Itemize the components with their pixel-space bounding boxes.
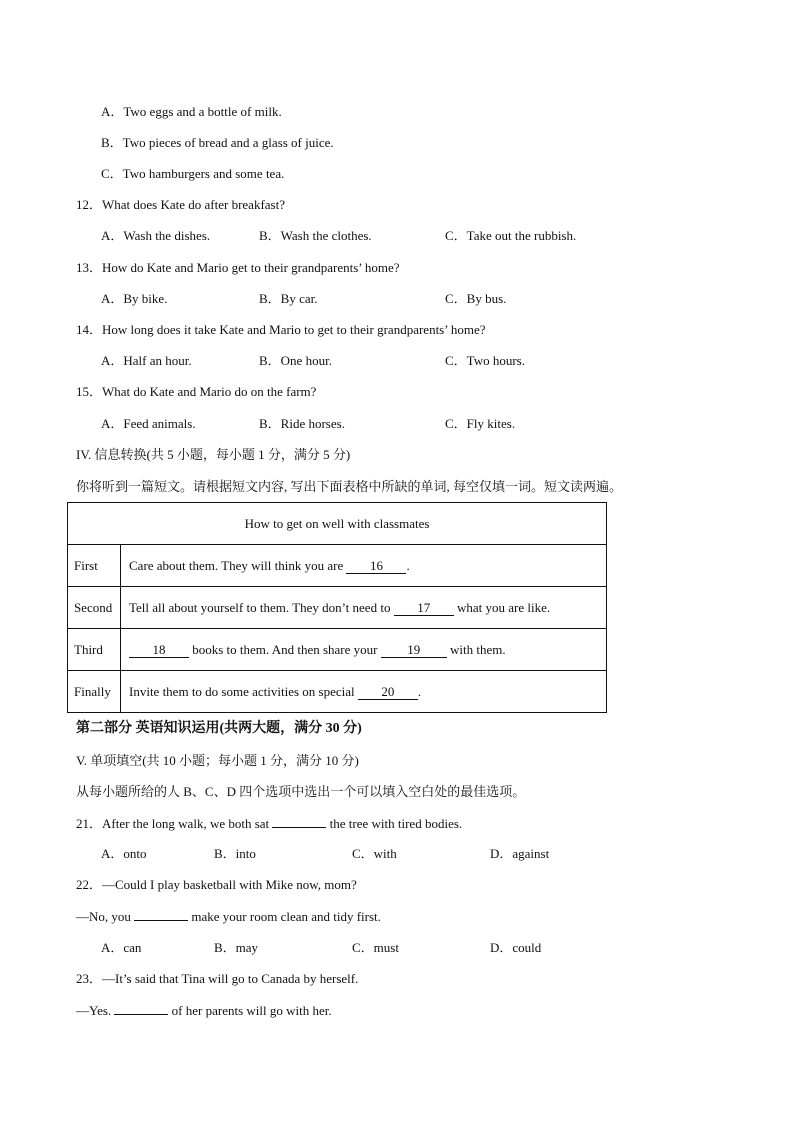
blank-16: 16 xyxy=(346,559,406,574)
table-header: How to get on well with classmates xyxy=(68,503,607,545)
q21-option-a: A．onto xyxy=(101,846,147,861)
info-table xyxy=(67,502,607,713)
row-content xyxy=(121,587,607,629)
row-text: . xyxy=(406,557,410,573)
table-row xyxy=(68,545,607,587)
row-text: Invite them to do some activities on special xyxy=(129,683,358,699)
q15-option-c: C．Fly kites. xyxy=(445,416,516,431)
row-text: with them. xyxy=(446,641,506,657)
row-label: Third xyxy=(68,629,121,671)
blank-18: 18 xyxy=(129,643,189,658)
row-label: First xyxy=(68,545,121,587)
table-row xyxy=(68,629,607,671)
blank-19: 19 xyxy=(381,643,447,658)
q15-stem: 15．What do Kate and Mario do on the farm? xyxy=(76,384,317,399)
row-content xyxy=(121,629,607,671)
q12-option-c: C．Take out the rubbish. xyxy=(445,228,577,243)
q12-option-a: A．Wash the dishes. xyxy=(101,228,211,243)
row-text: what you are like. xyxy=(453,599,551,615)
q23-reply xyxy=(76,1002,332,1019)
part2-title: 第二部分 英语知识运用(共两大题，满分 30 分) xyxy=(76,721,362,736)
row-content xyxy=(121,671,607,713)
section5-instruction: 从每小题所给的人 B、C、D 四个选项中选出一个可以填入空白处的最佳选项。 xyxy=(76,784,526,799)
q15-option-b: B．Ride horses. xyxy=(259,416,345,431)
q14-option-b: B．One hour. xyxy=(259,353,332,368)
q22-text: make your room clean and tidy first. xyxy=(188,909,381,924)
q22-reply xyxy=(76,908,381,925)
q21-option-d: D．against xyxy=(490,846,550,861)
q21-option-b: B．into xyxy=(214,846,256,861)
row-text: . xyxy=(417,683,422,699)
blank-17: 17 xyxy=(394,601,454,616)
q23-text: —Yes. xyxy=(76,1003,115,1018)
q21-option-c: C．with xyxy=(352,846,397,861)
q13-option-b: B．By car. xyxy=(259,291,318,306)
answer-blank xyxy=(134,908,188,921)
q22-option-d: D．could xyxy=(490,940,542,955)
q22-option-c: C．must xyxy=(352,940,399,955)
table-row xyxy=(68,671,607,713)
q11-option-a: A．Two eggs and a bottle of milk. xyxy=(101,104,282,119)
q21-stem xyxy=(76,815,462,832)
row-content xyxy=(121,545,607,587)
q13-stem: 13．How do Kate and Mario get to their grandparents’ home? xyxy=(76,260,400,275)
q22-text: —No, you xyxy=(76,909,135,924)
q21-text: 21．After the long walk, we both sat xyxy=(76,816,273,831)
blank-20: 20 xyxy=(358,685,418,700)
section4-title: IV. 信息转换(共 5 小题，每小题 1 分，满分 5 分) xyxy=(76,447,351,462)
answer-blank xyxy=(272,815,326,828)
row-text: books to them. And then share your xyxy=(189,641,381,657)
q15-option-a: A．Feed animals. xyxy=(101,416,196,431)
q13-option-c: C．By bus. xyxy=(445,291,507,306)
row-text: Care about them. They will think you are xyxy=(129,557,347,573)
q11-option-c: C．Two hamburgers and some tea. xyxy=(101,166,285,181)
q23-stem: 23．—It’s said that Tina will go to Canada by herself. xyxy=(76,971,359,986)
q21-text: the tree with tired bodies. xyxy=(326,816,463,831)
q11-option-b: B．Two pieces of bread and a glass of juice. xyxy=(101,135,334,150)
section4-instruction: 你将听到一篇短文。请根据短文内容, 写出下面表格中所缺的单词, 每空仅填一词。短文读两遍。 xyxy=(76,479,623,494)
table-header-row xyxy=(68,503,607,545)
row-text: Tell all about yourself to them. They don’t need to xyxy=(129,599,394,615)
q23-text: of her parents will go with her. xyxy=(168,1003,332,1018)
table-row xyxy=(68,587,607,629)
row-label: Second xyxy=(68,587,121,629)
q22-option-b: B．may xyxy=(214,940,259,955)
q14-option-c: C．Two hours. xyxy=(445,353,525,368)
q12-option-b: B．Wash the clothes. xyxy=(259,228,372,243)
q22-option-a: A．can xyxy=(101,940,142,955)
q12-stem: 12．What does Kate do after breakfast? xyxy=(76,197,285,212)
q14-option-a: A．Half an hour. xyxy=(101,353,192,368)
q22-stem: 22．—Could I play basketball with Mike now, mom? xyxy=(76,877,357,892)
q14-stem: 14．How long does it take Kate and Mario to get to their grandparents’ home? xyxy=(76,322,486,337)
answer-blank xyxy=(114,1002,168,1015)
section5-title: V. 单项填空(共 10 小题；每小题 1 分，满分 10 分) xyxy=(76,753,359,768)
row-label: Finally xyxy=(68,671,121,713)
q13-option-a: A．By bike. xyxy=(101,291,168,306)
